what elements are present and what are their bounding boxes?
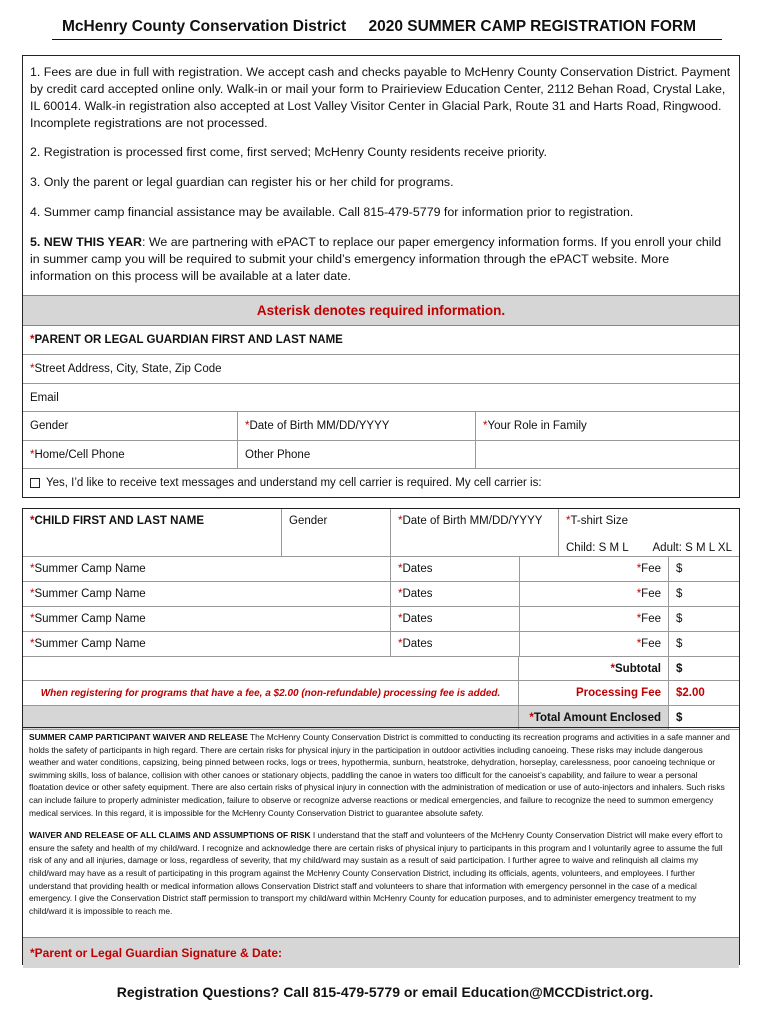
phone-row [23, 441, 739, 469]
camp-name-label: Summer Camp Name [34, 613, 146, 625]
total-field[interactable]: $ [669, 706, 739, 729]
required-asterisk: * [566, 515, 571, 527]
camp-name-label: Summer Camp Name [34, 638, 146, 650]
gender-label: Gender [30, 420, 69, 432]
email-field[interactable] [23, 384, 739, 412]
signature-field[interactable]: *Parent or Legal Guardian Signature & Date: [23, 937, 739, 968]
waiver-section [22, 727, 740, 965]
required-asterisk: * [636, 638, 642, 650]
home-phone-field[interactable] [23, 441, 238, 468]
camp-dates-field[interactable] [391, 607, 519, 631]
home-phone-label: Home/Cell Phone [34, 448, 125, 461]
total-label: Total Amount Enclosed [533, 711, 661, 724]
required-asterisk: * [30, 448, 35, 461]
camp-dates-field[interactable] [391, 582, 519, 606]
camp-dates-label: Dates [402, 563, 433, 575]
required-asterisk: * [30, 334, 35, 346]
waiver-text-1: The McHenry County Conservation District is committed to conducting its recreation programs and activities in a safe manner and holds the safety of participants in high regard. There are certain risks for physical injury in the participation in outdoor activities including canoeing. These risks may include dangerous weather and water conditions, capsizing, being pinned between rocks, logs or trees, hypothermia, sunburn, heatstroke, dehydration, horseplay, carelessness, poor canoeing technique or swimming skills, loss of balance, collision with other canoes or stationary objects, paddling the canoe in waters too difficult for the canoeist’s capability, and failure to wear a personal floatation device or other safety equipment. There are also certain risks of physical injury in connection with the administration of medication or use of auto-injectors and inhalers. Such risks can include failure to properly administer medication, failure to observe or recognize adverse reactions or medical emergencies, and failure to recognize the need to summon emergency medical services. In this regard, it is impossible for the McHenry County Conservation District to guarantee absolute safety. [29, 732, 730, 818]
camp-fee-label-cell [519, 607, 669, 631]
guardian-name-field[interactable] [23, 326, 739, 355]
form-header [52, 18, 722, 40]
adult-sizes: Adult: S M L XL [652, 542, 732, 554]
guardian-dob-field[interactable] [238, 412, 476, 440]
camp-fee-label: Fee [641, 613, 661, 625]
instruction-4: 4. Summer camp financial assistance may be available. Call 815-479-5779 for information prior to registration. [30, 205, 634, 219]
required-asterisk: * [398, 638, 403, 650]
required-asterisk: * [30, 588, 35, 600]
instruction-2: 2. Registration is processed first come, first served; McHenry County residents receive priority. [30, 145, 547, 159]
camp-fee-label: Fee [641, 563, 661, 575]
guardian-gender-field[interactable] [23, 412, 238, 440]
camp-dates-field[interactable] [391, 632, 519, 656]
guardian-details-row [23, 412, 739, 441]
required-asterisk: * [398, 588, 403, 600]
text-optin-label: Yes, I’d like to receive text messages and understand my cell carrier is required. My cell carrier is: [46, 476, 542, 489]
waiver-text-2: I understand that the staff and volunteers of the McHenry County Conservation District will make every effort to ensure the safety and health of my child/ward. I recognize and acknowledge there are certain risks of physical injury to participants in this program and I voluntarily agree to assume the full risk of any and all injuries, damage or loss, regardless of severity, that my child/ward may sustain as a result of said participation. I further agree to waive and relinquish all claims my child/ward may have as a result of participating in this program against the McHenry County Conservation District, including its officials, agents, volunteers, and employees. I further understand that providing health or medical information allows Conservation District staff and volunteers to share that information with emergency personnel in the case of a medical emergency. I give the Conservation District staff permission to transport my child/ward within McHenry County for education purposes, and to administer emergency treatment to my child/ward it is impossible to reach me. [29, 830, 723, 916]
camp-fee-label: Fee [641, 638, 661, 650]
camp-fee-field[interactable]: $ [676, 638, 683, 650]
waiver-title-2: WAIVER AND RELEASE OF ALL CLAIMS AND ASSUMPTIONS OF RISK [29, 830, 311, 841]
camp-fee-label: Fee [641, 588, 661, 600]
required-asterisk: * [398, 613, 403, 625]
waiver-paragraph-2 [29, 829, 733, 917]
camp-name-label: Summer Camp Name [34, 563, 146, 575]
camp-dates-label: Dates [402, 588, 433, 600]
subtotal-row [23, 657, 739, 681]
text-optin-checkbox[interactable] [30, 478, 40, 488]
child-dob-label: Date of Birth MM/DD/YYYY [402, 515, 543, 527]
required-asterisk: * [636, 588, 642, 600]
required-asterisk: * [398, 563, 403, 575]
camp-name-label: Summer Camp Name [34, 588, 146, 600]
camp-row [23, 632, 739, 657]
child-section [22, 508, 740, 728]
other-phone-label: Other Phone [245, 448, 311, 461]
camp-dates-label: Dates [402, 613, 433, 625]
camp-row [23, 582, 739, 607]
required-asterisk: * [610, 662, 615, 675]
camp-name-field[interactable] [23, 582, 391, 606]
required-asterisk: * [245, 420, 250, 432]
camp-name-field[interactable] [23, 607, 391, 631]
required-asterisk: * [30, 563, 35, 575]
total-spacer [23, 706, 519, 729]
asterisk-note: Asterisk denotes required information. [23, 296, 739, 326]
camp-name-field[interactable] [23, 557, 391, 581]
required-asterisk: * [636, 563, 642, 575]
email-label: Email [30, 391, 59, 404]
camp-dates-field[interactable] [391, 557, 519, 581]
required-asterisk: * [30, 613, 35, 625]
guardian-section [22, 55, 740, 498]
child-info-row [23, 509, 739, 557]
child-gender-field[interactable] [282, 509, 391, 556]
camp-fee-label-cell [519, 632, 669, 656]
footer-contact: Registration Questions? Call 815-479-5779 or email Education@MCCDistrict.org. [116, 984, 654, 1000]
text-optin-row [23, 469, 739, 496]
processing-fee-note: When registering for programs that have a fee, a $2.00 (non-refundable) processing fee is added. [23, 681, 519, 705]
subtotal-spacer [23, 657, 519, 680]
instruction-5 [30, 234, 732, 285]
tshirt-field[interactable] [559, 509, 739, 556]
instruction-1: 1. Fees are due in full with registration. We accept cash and checks payable to McHenry County Conservation District. Payment by credit card accepted online only. Walk-in or mail your form to Prairieview Education Center, 2112 Behan Road, Crystal Lake, IL 60014. Walk-in registration also accepted at Lost Valley Visitor Center in Glacial Park, Route 31 and Harts Road, Ringwood. Incomplete registrations are not processed. [30, 65, 731, 130]
required-asterisk: * [30, 363, 35, 375]
required-asterisk: * [529, 711, 534, 724]
camp-fee-field[interactable]: $ [676, 563, 683, 575]
waiver-title-1: SUMMER CAMP PARTICIPANT WAIVER AND RELEASE [29, 732, 248, 742]
child-name-label: CHILD FIRST AND LAST NAME [34, 515, 204, 527]
role-label: Your Role in Family [487, 420, 587, 432]
child-dob-field[interactable] [391, 509, 559, 556]
role-field[interactable] [476, 412, 739, 440]
required-asterisk: * [636, 613, 642, 625]
child-gender-label: Gender [289, 515, 328, 527]
guardian-name-label: PARENT OR LEGAL GUARDIAN FIRST AND LAST NAME [34, 334, 343, 346]
camp-fee-field[interactable]: $ [676, 613, 683, 625]
camp-row [23, 607, 739, 632]
camp-name-field[interactable] [23, 632, 391, 656]
waiver-paragraph-1 [29, 731, 733, 819]
header-rule [52, 39, 722, 40]
camp-fee-field[interactable]: $ [676, 588, 683, 600]
form-title: 2020 SUMMER CAMP REGISTRATION FORM [368, 18, 696, 35]
instruction-3: 3. Only the parent or legal guardian can register his or her child for programs. [30, 175, 454, 189]
new-this-year-label: 5. NEW THIS YEAR [30, 235, 142, 249]
dob-label: Date of Birth MM/DD/YYYY [249, 420, 390, 432]
org-name: McHenry County Conservation District [62, 18, 347, 35]
other-phone-field[interactable] [238, 441, 476, 468]
address-label: Street Address, City, State, Zip Code [34, 363, 222, 375]
processing-fee-label: Processing Fee [519, 681, 669, 705]
processing-fee-value: $2.00 [676, 687, 705, 699]
child-name-field[interactable] [23, 509, 282, 556]
instruction-5-text: : We are partnering with ePACT to replace our paper emergency information forms. If you enroll your child in summer camp you will be required to submit your child’s emergency information through the ePACT website. More information on this process will be available at a later date. [30, 235, 722, 283]
processing-row [23, 681, 739, 706]
required-asterisk: * [30, 638, 35, 650]
subtotal-field[interactable]: $ [676, 662, 683, 675]
required-asterisk: * [398, 515, 403, 527]
camp-fee-label-cell [519, 557, 669, 581]
required-asterisk: * [483, 420, 488, 432]
camp-dates-label: Dates [402, 638, 433, 650]
subtotal-label: Subtotal [615, 662, 661, 675]
instructions [23, 56, 739, 296]
tshirt-label: T-shirt Size [570, 515, 628, 527]
camp-row [23, 557, 739, 582]
phone-row-blank [476, 441, 739, 468]
child-sizes: Child: S M L [566, 542, 629, 554]
address-field[interactable] [23, 355, 739, 384]
required-asterisk: * [30, 515, 35, 527]
camp-fee-label-cell [519, 582, 669, 606]
